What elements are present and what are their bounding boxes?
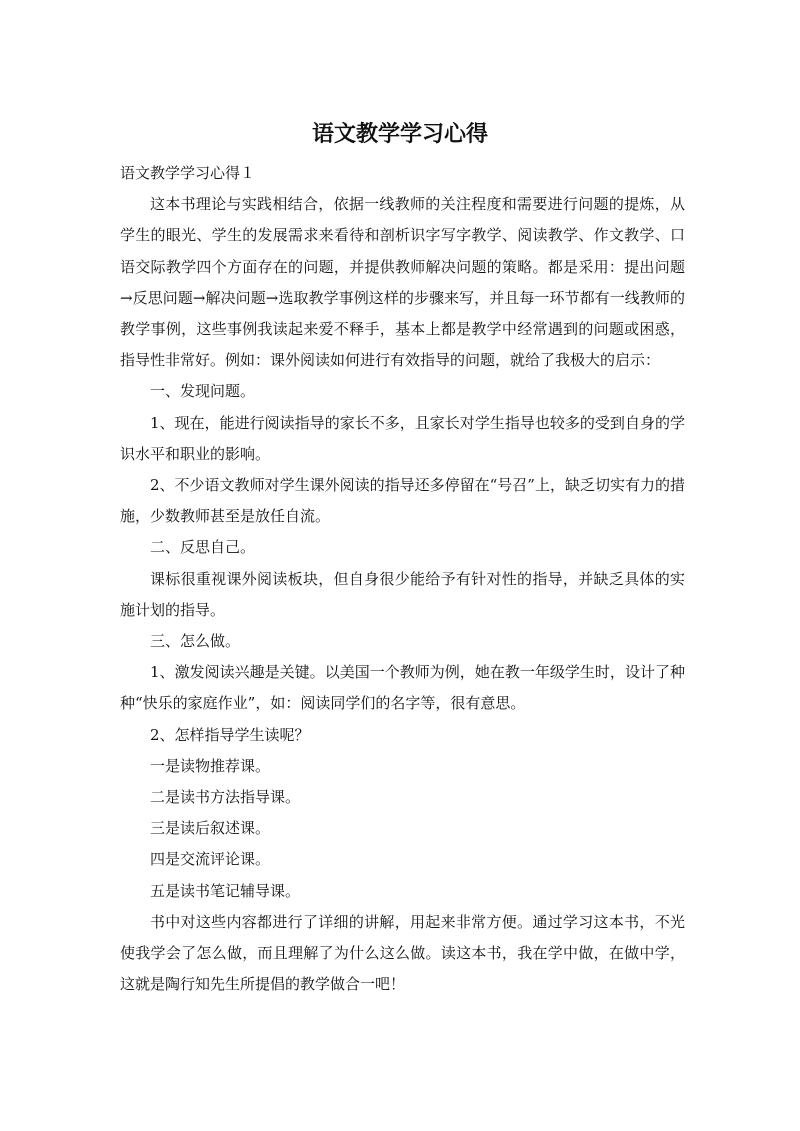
section-heading: 二、反思自己。 [150,538,256,557]
paragraph: 这本书理论与实践相结合，依据一线教师的关注程度和需要进行问题的提炼，从学生的眼光、学生的发展需求来看待和剖析识字写字教学、阅读教学、作文教学、口语交际教学四个方面存在的问题，并提供教师解决问题的策略。都是采用：提出问题→反思问题→解决问题→选取教学事例这样的步骤来写，并且每一环节都有一线教师的教学事例，这些事例我读起来爱不释手，基本上都是教学中经常遇到的问题或困惑，指导性非常好。例如：课外阅读如何进行有效指导的问题，就给了我极大的启示： [120,195,685,370]
list-item: 五是读书笔记辅导课。 [150,881,301,900]
paragraph: 1、激发阅读兴趣是关键。以美国一个教师为例，她在教一年级学生时，设计了种种“快乐的家庭作业”，如：阅读同学们的名字等，很有意思。 [120,663,685,713]
list-item: 四是交流评论课。 [150,850,271,869]
paragraph: 1、现在，能进行阅读指导的家长不多，且家长对学生指导也较多的受到自身的学识水平和职业的影响。 [120,413,685,463]
paragraph: 2、怎样指导学生读呢？ [150,725,310,744]
list-item: 二是读书方法指导课。 [150,788,301,807]
document-body [120,158,685,1000]
section-subtitle: 语文教学学习心得１ [120,164,256,182]
section-heading: 三、怎么做。 [150,632,241,651]
list-item: 三是读后叙述课。 [150,819,271,838]
document-title: 语文教学学习心得 [311,122,488,147]
list-item: 一是读物推荐课。 [150,756,271,775]
paragraph: 课标很重视课外阅读板块，但自身很少能给予有针对性的指导，并缺乏具体的实施计划的指导。 [120,569,685,619]
paragraph: 2、不少语文教师对学生课外阅读的指导还多停留在“号召”上，缺乏切实有力的措施，少数教师甚至是放任自流。 [120,476,685,526]
section-heading: 一、发现问题。 [150,382,256,401]
paragraph: 书中对这些内容都进行了详细的讲解，用起来非常方便。通过学习这本书，不光使我学会了怎么做，而且理解了为什么这么做。读这本书，我在学中做，在做中学，这就是陶行知先生所提倡的教学做合一吧！ [120,912,685,994]
